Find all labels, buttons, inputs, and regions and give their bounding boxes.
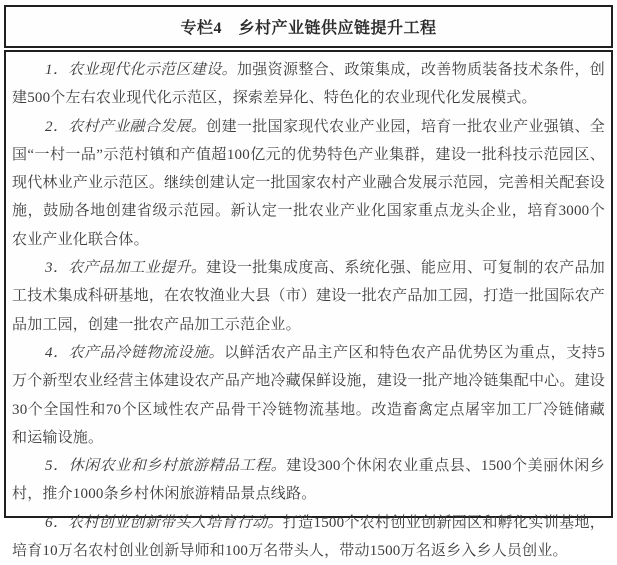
item-lead: 农产品冷链物流设施。 bbox=[68, 344, 225, 361]
item-body: 打造1500个农村创业创新园区和孵化实训基地，培育10万名农村创业创新导师和100万名带头人，带动1500万名返乡入乡人员创业。 bbox=[12, 514, 605, 560]
item-number: 1． bbox=[45, 62, 69, 78]
item-number: 4． bbox=[45, 344, 69, 361]
box-item-6 bbox=[12, 509, 605, 565]
item-body: 建设300个休闲农业重点县、1500个美丽休闲乡村，推介1000条乡村休闲旅游精品景点线路。 bbox=[12, 458, 605, 503]
item-number: 5． bbox=[45, 458, 69, 475]
item-lead: 农业现代化示范区建设。 bbox=[68, 62, 237, 78]
box-title-bar bbox=[4, 5, 613, 48]
item-body: 创建一批国家现代农业产业园，培育一批农业产业强镇、全国“一村一品”示范村镇和产值超100亿元的优势特色产业集群，建设一批科技示范园区、现代林业产业示范区。继续创建认定一批国家农村产业融合发展示范园，完善相关配套设施，鼓励各地创建省级示范园。新认定一批农业产业化国家重点龙头企业，培育3000个农业产业化联合体。 bbox=[12, 118, 605, 248]
item-lead: 农产品加工业提升。 bbox=[68, 260, 207, 277]
item-lead: 农村创业创新带头人培育行动。 bbox=[68, 514, 283, 531]
item-number: 6． bbox=[45, 514, 69, 531]
box-item-5 bbox=[12, 452, 605, 509]
item-body: 建设一批集成度高、系统化强、能应用、可复制的农产品加工技术集成科研基地，在农牧渔业大县（市）建设一批农产品加工园，打造一批国际农产品加工园，创建一批农产品加工示范企业。 bbox=[12, 260, 605, 333]
box-item-1 bbox=[12, 56, 605, 113]
box-content bbox=[4, 50, 613, 560]
box-item-4 bbox=[12, 339, 605, 452]
item-number: 2． bbox=[45, 118, 69, 135]
item-body: 加强资源整合、政策集成，改善物质装备技术条件，创建500个左右农业现代化示范区，探索差异化、特色化的农业现代化发展模式。 bbox=[12, 62, 606, 107]
box-title: 专栏4 乡村产业链供应链提升工程 bbox=[180, 20, 437, 37]
item-body: 以鲜活农产品主产区和特色农产品优势区为重点，支持5万个新型农业经营主体建设农产品产地冷藏保鲜设施，建设一批产地冷链集配中心。建设30个全国性和70个区域性农产品骨干冷链物流基地。改造畜禽定点屠宰加工厂冷链储藏和运输设施。 bbox=[12, 344, 605, 446]
item-number: 3． bbox=[45, 260, 69, 277]
box-item-2 bbox=[12, 113, 605, 254]
item-lead: 农村产业融合发展。 bbox=[68, 118, 207, 135]
item-lead: 休闲农业和乡村旅游精品工程。 bbox=[68, 458, 287, 475]
box-item-3 bbox=[12, 254, 605, 339]
